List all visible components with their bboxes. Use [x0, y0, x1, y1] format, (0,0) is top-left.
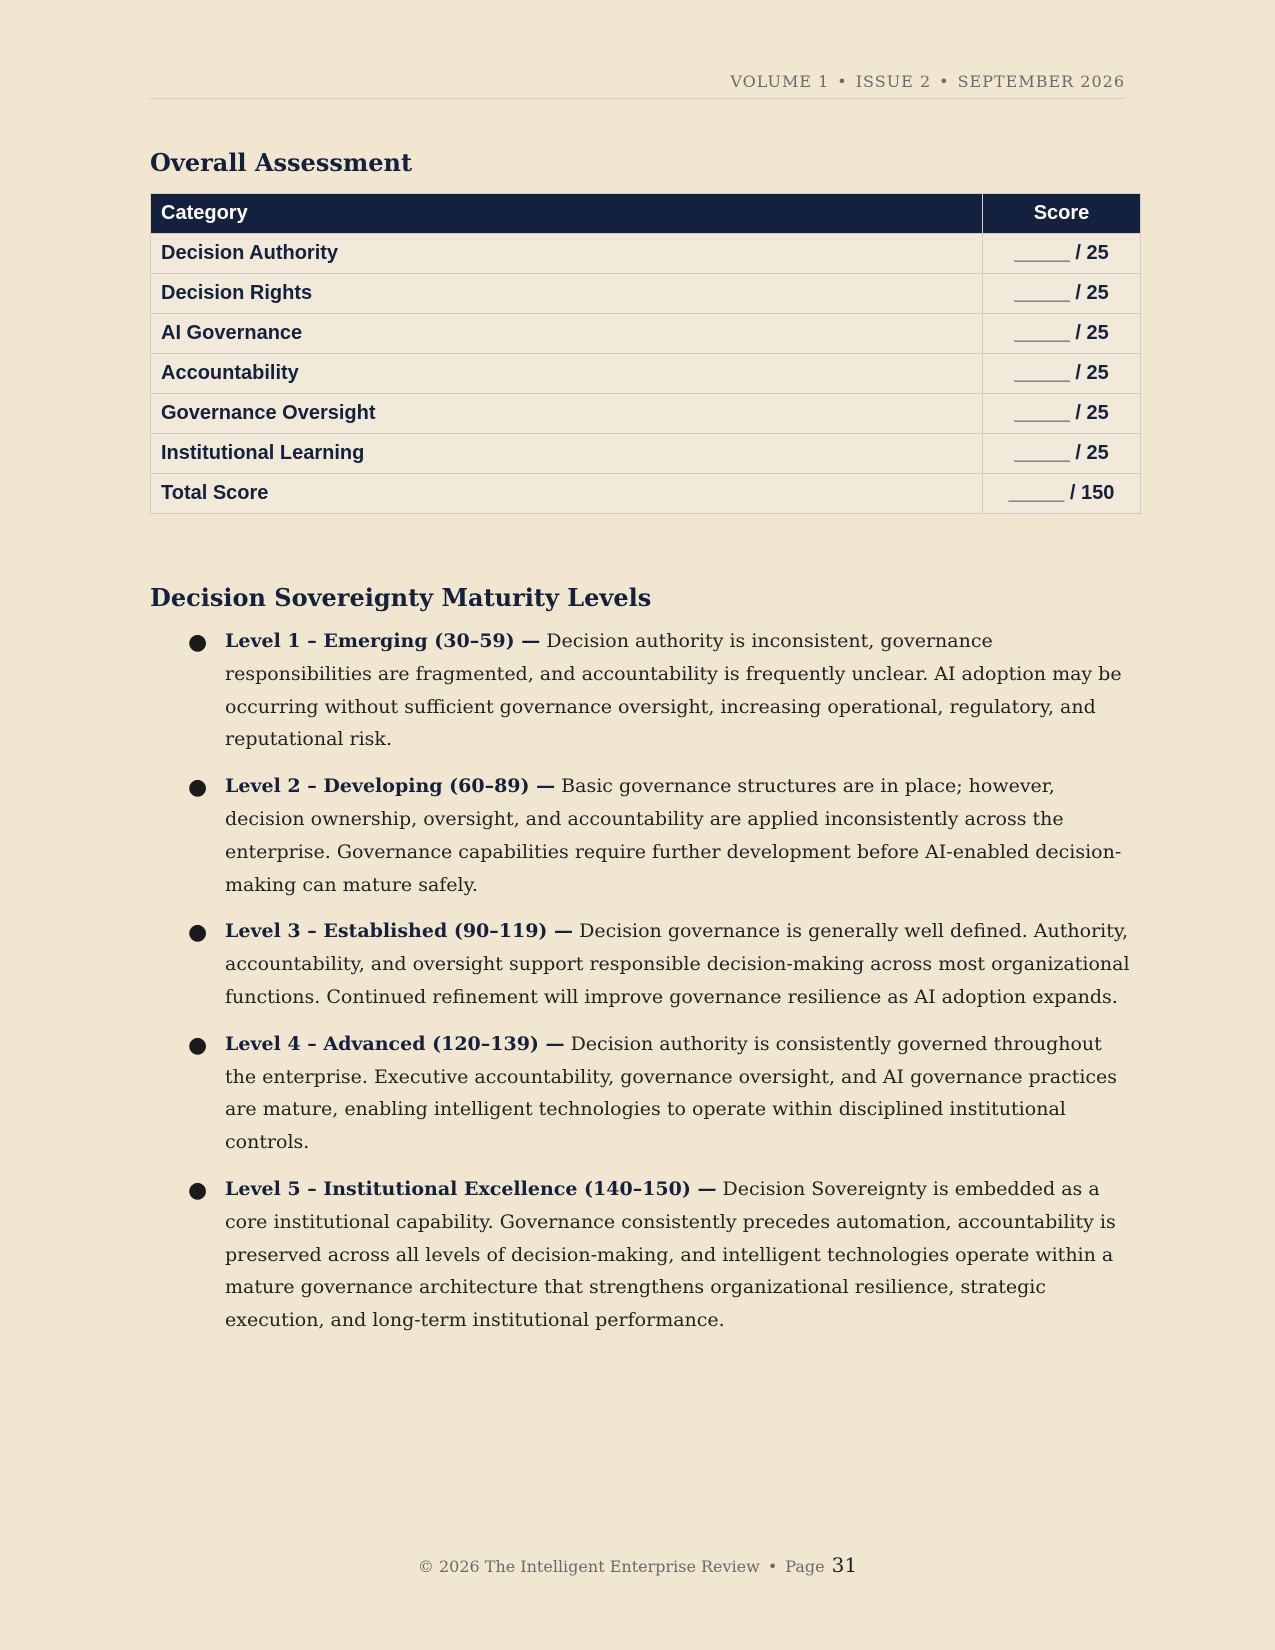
score-cell: _____ / 25: [983, 354, 1141, 394]
bullet-icon: ●: [188, 920, 208, 946]
bullet-icon: ●: [188, 1032, 208, 1058]
score-cell: _____ / 150: [983, 474, 1141, 514]
header-separator: •: [837, 72, 848, 91]
column-header-category: Category: [151, 194, 983, 234]
table-row: [151, 354, 1141, 394]
overall-assessment-title: Overall Assessment: [150, 148, 413, 177]
category-cell: Total Score: [151, 474, 983, 514]
footer-separator: •: [767, 1557, 778, 1576]
score-cell: _____ / 25: [983, 314, 1141, 354]
level-label: Level 5 – Institutional Excellence (140–150) —: [225, 1177, 717, 1200]
list-item: [150, 1173, 1130, 1337]
bullet-icon: ●: [188, 630, 208, 655]
assessment-table: [150, 193, 1141, 514]
level-label: Level 2 – Developing (60–89) —: [225, 775, 556, 798]
maturity-levels-list: [150, 625, 1130, 1351]
level-description: Decision Sovereignty is embedded as a core institutional capability. Governance consistently precedes automation, accountability is preserved across all levels of decision-making, and intelligent technologies operate within a mature governance architecture that strengthens organizational resilience, strategic execution, and long-term institutional performance.: [225, 1177, 1116, 1332]
category-cell: Decision Authority: [151, 234, 983, 274]
list-item: [150, 915, 1130, 1013]
table-row: [151, 434, 1141, 474]
level-label: Level 4 – Advanced (120–139) —: [225, 1032, 565, 1055]
level-description: Basic governance structures are in place; however, decision ownership, oversight, and accountability are applied inconsistently across the enterprise. Governance capabilities require further development before AI-enabled decision-making can mature safely.: [225, 775, 1122, 896]
bullet-icon: ●: [188, 1177, 208, 1203]
level-description: Decision authority is inconsistent, governance responsibilities are fragmented, and accountability is frequently unclear. AI adoption may be occurring without sufficient governance oversight, increasing operational, regulatory, and reputational risk.: [225, 630, 1122, 751]
header-separator: •: [939, 72, 950, 91]
page-number: 31: [831, 1553, 858, 1577]
table-row-total: [151, 474, 1141, 514]
score-cell: _____ / 25: [983, 394, 1141, 434]
page-footer: [0, 1553, 1275, 1577]
table-header-row: [151, 194, 1141, 234]
level-label: Level 1 – Emerging (30–59) —: [225, 630, 541, 652]
category-cell: AI Governance: [151, 314, 983, 354]
maturity-levels-title: Decision Sovereignty Maturity Levels: [150, 583, 652, 612]
list-item: [150, 625, 1130, 756]
category-cell: Institutional Learning: [151, 434, 983, 474]
level-description: Decision authority is consistently governed throughout the enterprise. Executive accountability, governance oversight, and AI governance practices are mature, enabling intelligent technologies to operate within disciplined institutional controls.: [225, 1032, 1118, 1154]
score-cell: _____ / 25: [983, 434, 1141, 474]
running-header: [150, 72, 1125, 99]
level-label: Level 3 – Established (90–119) —: [225, 920, 574, 943]
score-cell: _____ / 25: [983, 274, 1141, 314]
table-row: [151, 274, 1141, 314]
list-item: [150, 1028, 1130, 1159]
list-item: [150, 770, 1130, 901]
issue-label: ISSUE 2: [855, 72, 932, 91]
copyright-text: © 2026 The Intelligent Enterprise Review: [417, 1557, 760, 1576]
volume-label: VOLUME 1: [730, 72, 830, 91]
table-row: [151, 234, 1141, 274]
category-cell: Decision Rights: [151, 274, 983, 314]
level-description: Decision governance is generally well defined. Authority, accountability, and oversight support responsible decision-making across most organizational functions. Continued refinement will improve governance resilience as AI adoption expands.: [225, 920, 1130, 1008]
bullet-icon: ●: [188, 775, 208, 801]
category-cell: Accountability: [151, 354, 983, 394]
category-cell: Governance Oversight: [151, 394, 983, 434]
table-row: [151, 394, 1141, 434]
column-header-score: Score: [983, 194, 1141, 234]
table-row: [151, 314, 1141, 354]
date-label: SEPTEMBER 2026: [957, 72, 1125, 91]
score-cell: _____ / 25: [983, 234, 1141, 274]
page-label: Page: [785, 1557, 825, 1576]
